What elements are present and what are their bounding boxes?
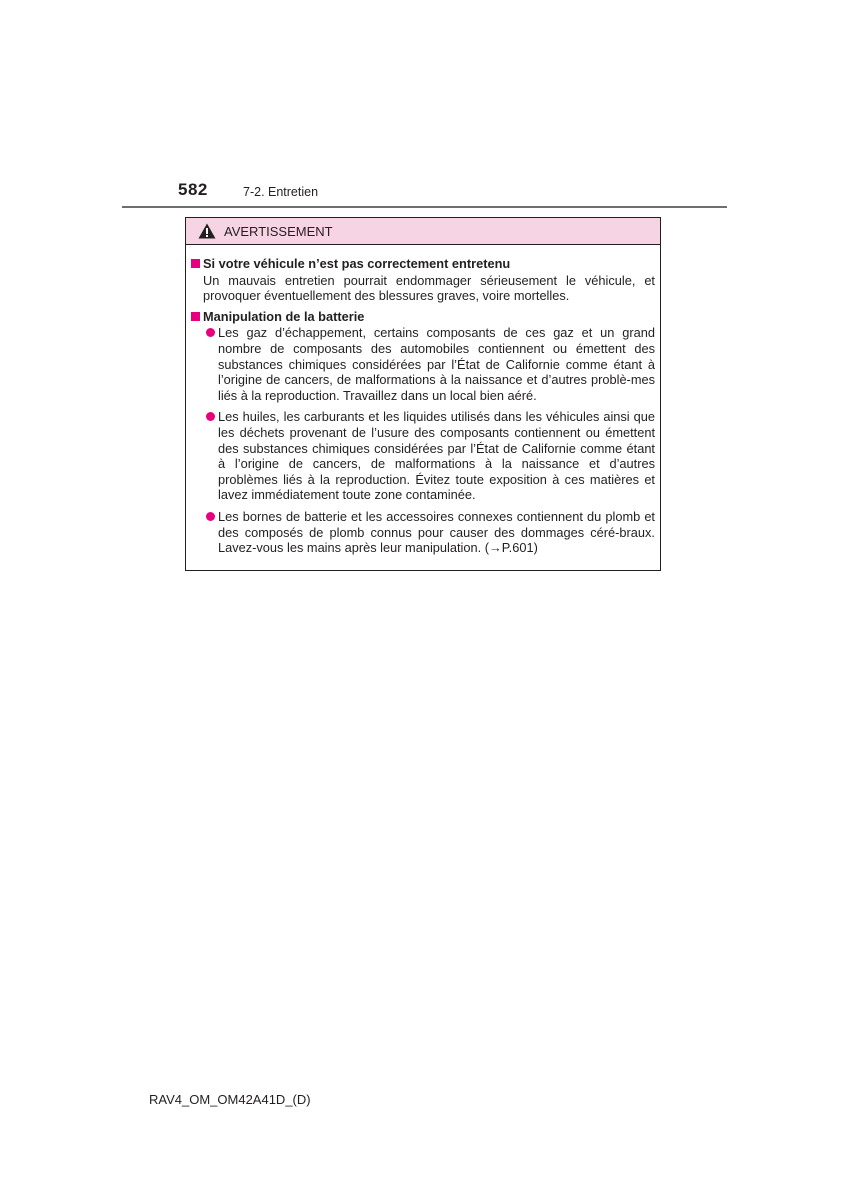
footer-doc-id: RAV4_OM_OM42A41D_(D) — [149, 1092, 311, 1107]
list-item-text: Les bornes de batterie et les accessoires connexes contiennent du plomb et des composés de plomb connus pour causer des dommages céré-braux. Lavez-vous les mains après leur manipulation. (→P.601) — [218, 508, 655, 556]
square-bullet-icon — [191, 259, 200, 268]
header-rule — [122, 206, 727, 208]
page-number: 582 — [178, 180, 208, 199]
section-heading — [191, 309, 655, 325]
square-bullet-icon — [191, 312, 200, 321]
round-bullet-icon — [206, 412, 215, 421]
warning-box — [185, 217, 661, 571]
list-item — [203, 509, 655, 556]
section-title: 7-2. Entretien — [243, 185, 319, 199]
warning-header — [186, 218, 660, 245]
round-bullet-icon — [206, 512, 215, 521]
list-item-text: Les gaz d’échappement, certains composants de ces gaz et un grand nombre de composants des automobiles contiennent ou émettent des substances chimiques considérées par l’État de Californie comme étant à l’origine de cancers, de malformations à la naissance et d’autres problè-mes liés à la reproduction. Travaillez dans un local bien aéré. — [218, 325, 655, 403]
round-bullet-icon — [206, 328, 215, 337]
list-item — [203, 409, 655, 503]
warning-title: AVERTISSEMENT — [224, 223, 333, 239]
warning-triangle-icon — [198, 223, 216, 239]
warning-body — [186, 245, 660, 556]
section-paragraph: Un mauvais entretien pourrait endommager sérieusement le véhicule, et provoquer éventuellement des blessures graves, voire mortelles. — [203, 272, 655, 304]
list-item — [203, 325, 655, 403]
list-item-text: Les huiles, les carburants et les liquides utilisés dans les véhicules ainsi que les déchets provenant de l’usure des composants contiennent ou émettent des substances chimiques considérées par l’État de Californie comme étant à l’origine de cancers, de malformations à la naissance et d’autres problèmes liés à la reproduction. Évitez toute exposition à ces matières et lavez immédiatement toute zone contaminée. — [218, 409, 655, 503]
section-heading — [191, 256, 655, 272]
section-heading-text: Manipulation de la batterie — [203, 308, 365, 324]
section-heading-text: Si votre véhicule n’est pas correctement entretenu — [203, 256, 511, 271]
